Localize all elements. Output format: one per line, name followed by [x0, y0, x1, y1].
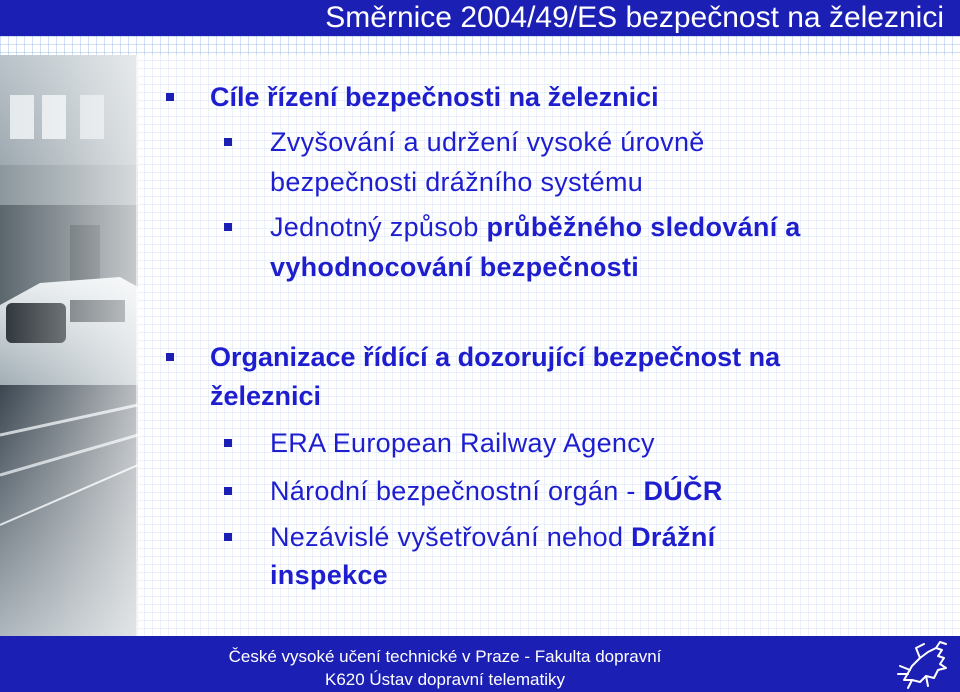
- square-bullet-icon: [166, 353, 174, 361]
- list-item-line: vyhodnocování bezpečnosti: [270, 252, 640, 282]
- square-bullet-icon: [224, 439, 232, 447]
- footer-department: K620 Ústav dopravní telematiky: [324, 670, 565, 689]
- list-item-line: ERA European Railway Agency: [270, 428, 655, 458]
- list-item-emphasis: průběžného sledování a: [486, 212, 801, 242]
- square-bullet-icon: [166, 93, 174, 101]
- section-heading: Cíle řízení bezpečnosti na železnici: [210, 82, 659, 112]
- square-bullet-icon: [224, 223, 232, 231]
- title-bar: [0, 0, 960, 36]
- list-item-emphasis: DÚČR: [643, 476, 723, 506]
- slide-title: Směrnice 2004/49/ES bezpečnost na železnici: [325, 1, 944, 34]
- train-photo: [0, 55, 138, 636]
- cvut-lion-logo-icon: [890, 636, 960, 692]
- list-item-line: bezpečnosti drážního systému: [270, 167, 644, 197]
- square-bullet-icon: [224, 138, 232, 146]
- list-item-line: [270, 521, 715, 553]
- list-item-line: inspekce: [270, 560, 388, 590]
- square-bullet-icon: [224, 487, 232, 495]
- list-item-line: [270, 211, 801, 243]
- section-heading: Organizace řídící a dozorující bezpečnost na: [210, 342, 781, 372]
- list-item-text: Národní bezpečnostní orgán -: [270, 476, 644, 506]
- section-heading: železnici: [210, 381, 322, 411]
- list-item-text: Jednotný způsob: [270, 212, 487, 242]
- footer-university: České vysoké učení technické v Praze - Fakulta dopravní: [228, 647, 662, 666]
- list-item-line: [270, 475, 723, 507]
- content-panel: [136, 55, 960, 636]
- list-item-line: Zvyšování a udržení vysoké úrovně: [270, 127, 705, 157]
- footer: [0, 636, 960, 692]
- square-bullet-icon: [224, 533, 232, 541]
- list-item-text: Nezávislé vyšetřování nehod: [270, 522, 632, 552]
- list-item-emphasis: Drážní: [631, 522, 716, 552]
